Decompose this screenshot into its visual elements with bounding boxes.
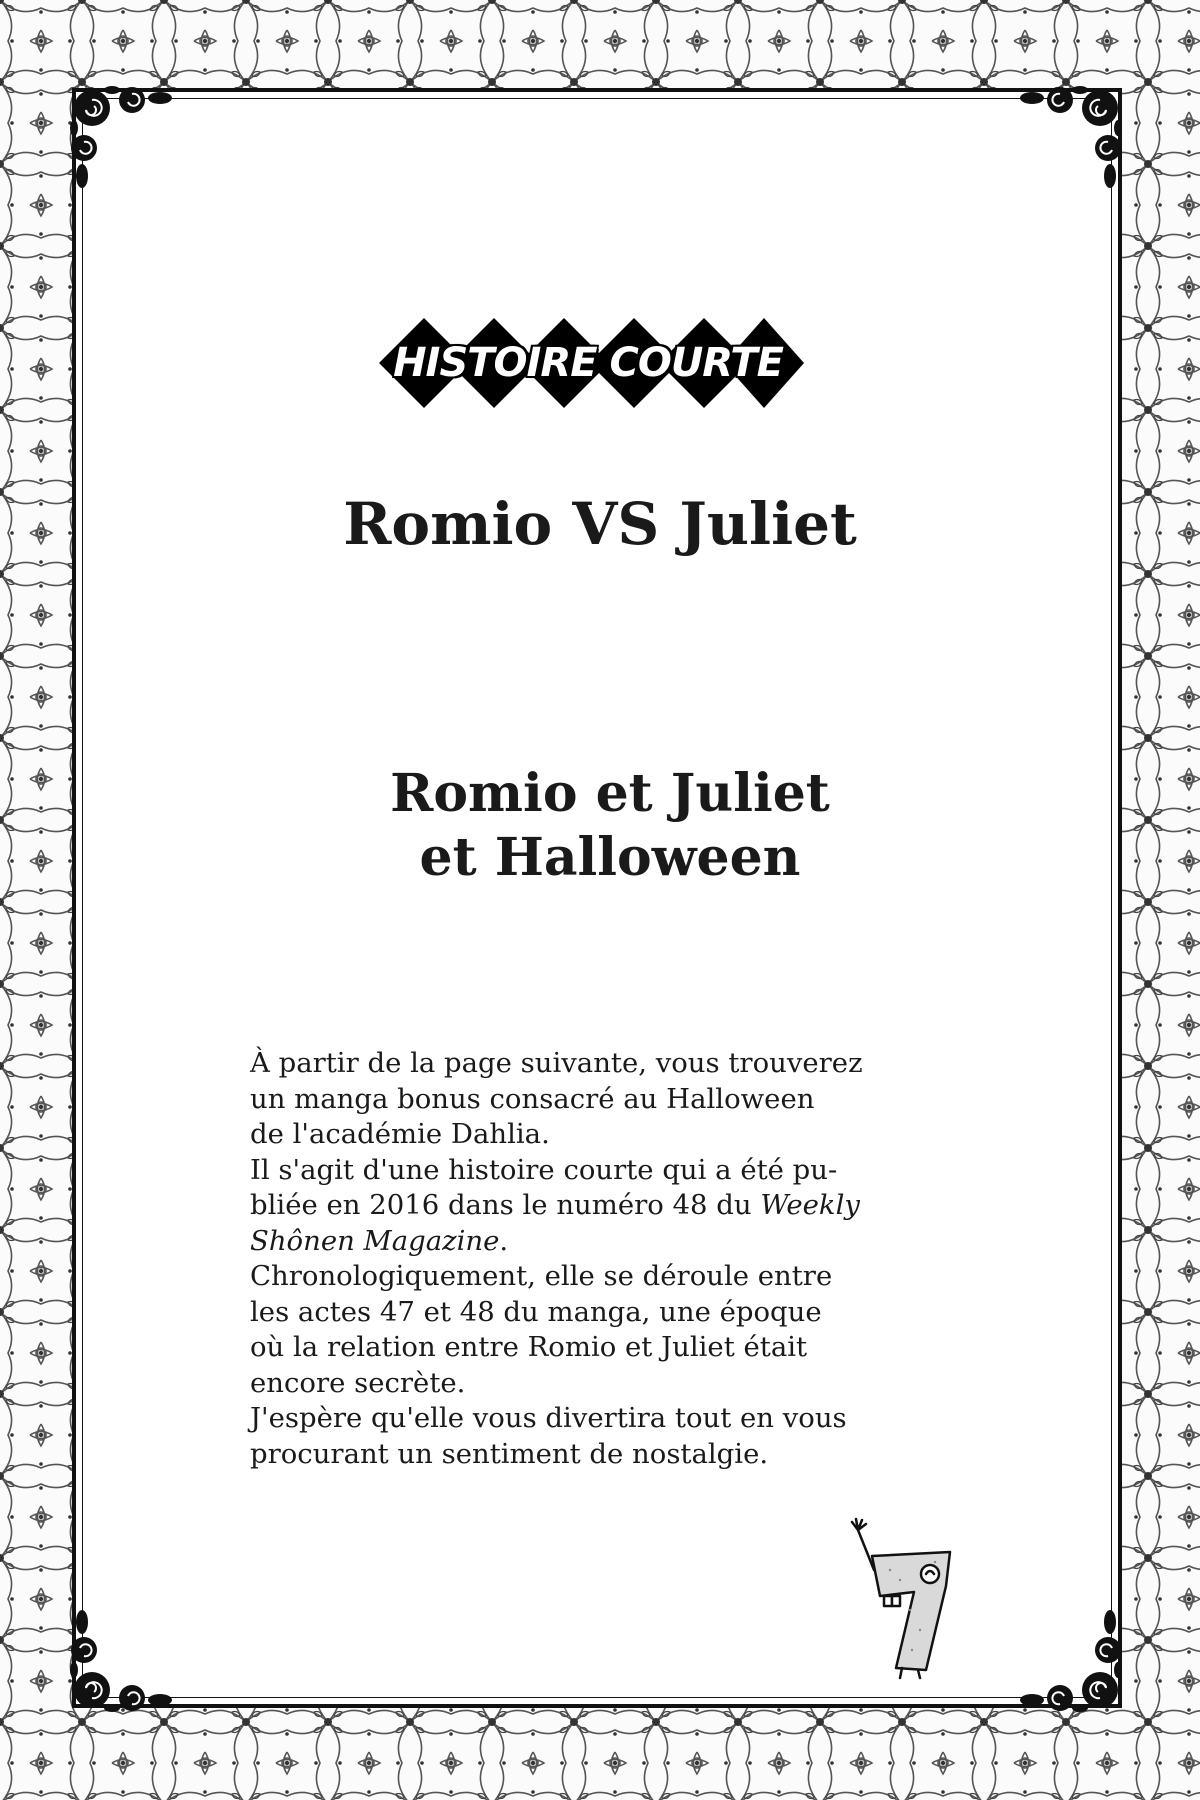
seven-mascot-icon: [840, 1500, 970, 1680]
body-line: J'espère qu'elle vous divertira tout en vous: [250, 1402, 847, 1434]
body-line: Chronologiquement, elle se déroule entre: [250, 1260, 833, 1292]
intro-paragraph: [250, 1046, 990, 1472]
body-line: bliée en 2016 dans le numéro 48 du: [250, 1189, 761, 1221]
magazine-title: Weekly: [760, 1189, 860, 1221]
body-line: de l'académie Dahlia.: [250, 1118, 550, 1150]
rose-ornament-icon: [62, 1610, 172, 1720]
body-line: .: [499, 1224, 509, 1257]
chapter-subtitle: [200, 762, 1020, 890]
body-line: À partir de la page suivante, vous trouverez: [250, 1047, 863, 1079]
rose-ornament-icon: [62, 78, 172, 188]
rose-ornament-icon: [1020, 1610, 1130, 1720]
magazine-title: Shônen Magazine: [250, 1224, 500, 1257]
page-title: Romio VS Juliet: [343, 490, 857, 558]
rose-ornament-icon: [1020, 78, 1130, 188]
body-line: procurant un sentiment de nostalgie.: [250, 1437, 769, 1470]
subtitle-line: et Halloween: [419, 827, 801, 888]
body-line: encore secrète.: [250, 1366, 466, 1399]
body-line: où la relation entre Romio et Juliet était: [250, 1331, 808, 1363]
body-line: les actes 47 et 48 du manga, une époque: [250, 1295, 822, 1328]
body-line: Il s'agit d'une histoire courte qui a été pu-: [250, 1153, 838, 1186]
story-type-badge: [368, 318, 808, 408]
badge-label: HISTOIRE COURTE: [393, 340, 783, 386]
subtitle-line: Romio et Juliet: [390, 763, 830, 824]
body-line: un manga bonus consacré au Halloween: [250, 1082, 815, 1115]
